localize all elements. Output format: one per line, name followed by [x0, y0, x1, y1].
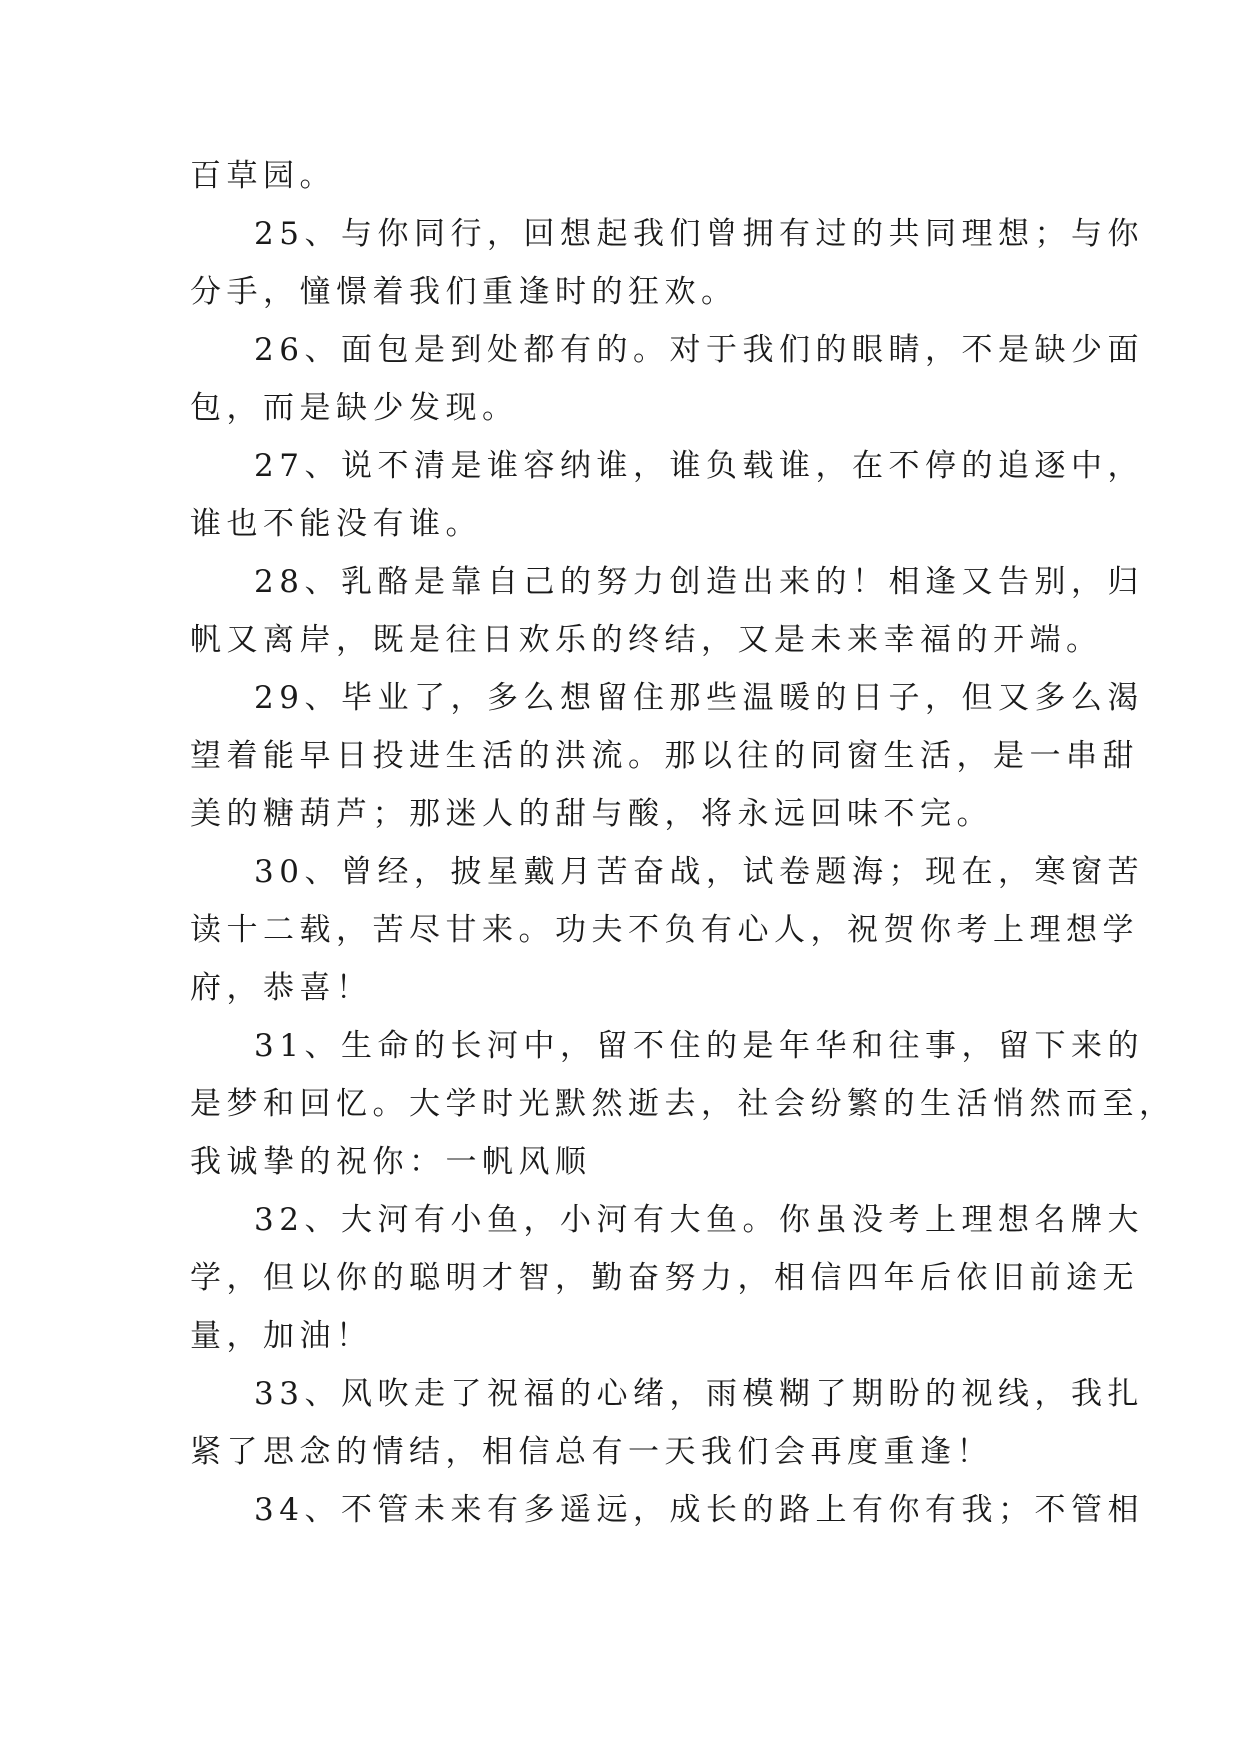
text-line: 量，加油！	[190, 1318, 373, 1354]
text-line: 是梦和回忆。大学时光默然逝去，社会纷繁的生活悄然而至，	[190, 1086, 1176, 1122]
text-line: 读十二载，苦尽甘来。功夫不负有心人，祝贺你考上理想学	[190, 912, 1139, 948]
paragraph-p-28	[190, 553, 1144, 669]
text-line: 33、风吹走了祝福的心绪，雨模糊了期盼的视线，我扎	[254, 1376, 1144, 1412]
paragraph-p-30	[190, 843, 1144, 1017]
paragraph-p-26	[190, 321, 1144, 437]
text-line: 府，恭喜！	[190, 970, 373, 1006]
text-line: 27、说不清是谁容纳谁，谁负载谁，在不停的追逐中，	[254, 448, 1144, 484]
paragraph-p-32	[190, 1191, 1144, 1365]
text-line: 我诚挚的祝你：一帆风顺	[190, 1144, 592, 1180]
text-line: 25、与你同行，回想起我们曾拥有过的共同理想；与你	[254, 216, 1144, 252]
paragraph-p-continuation	[190, 147, 1056, 205]
paragraph-p-27	[190, 437, 1144, 553]
text-line: 28、乳酪是靠自己的努力创造出来的！相逢又告别，归	[254, 564, 1144, 600]
text-line: 望着能早日投进生活的洪流。那以往的同窗生活，是一串甜	[190, 738, 1139, 774]
text-line: 美的糖葫芦；那迷人的甜与酸，将永远回味不完。	[190, 796, 993, 832]
document-body	[190, 147, 1176, 1539]
text-line: 26、面包是到处都有的。对于我们的眼睛，不是缺少面	[254, 332, 1144, 368]
text-line: 32、大河有小鱼，小河有大鱼。你虽没考上理想名牌大	[254, 1202, 1144, 1238]
text-line: 30、曾经，披星戴月苦奋战，试卷题海；现在，寒窗苦	[254, 854, 1144, 890]
text-line: 34、不管未来有多遥远，成长的路上有你有我；不管相	[254, 1492, 1144, 1528]
paragraph-p-34	[190, 1481, 1144, 1539]
text-line: 帆又离岸，既是往日欢乐的终结，又是未来幸福的开端。	[190, 622, 1103, 658]
text-line: 紧了思念的情结，相信总有一天我们会再度重逢！	[190, 1434, 993, 1470]
paragraph-p-29	[190, 669, 1144, 843]
text-line: 29、毕业了，多么想留住那些温暖的日子，但又多么渴	[254, 680, 1144, 716]
paragraph-p-31	[190, 1017, 1176, 1191]
text-line: 百草园。	[190, 158, 336, 194]
paragraph-p-25	[190, 205, 1144, 321]
text-line: 学，但以你的聪明才智，勤奋努力，相信四年后依旧前途无	[190, 1260, 1139, 1296]
text-line: 分手，憧憬着我们重逢时的狂欢。	[190, 274, 738, 310]
text-line: 31、生命的长河中，留不住的是年华和往事，留下来的	[254, 1028, 1144, 1064]
paragraph-p-33	[190, 1365, 1144, 1481]
text-line: 包，而是缺少发现。	[190, 390, 519, 426]
text-line: 谁也不能没有谁。	[190, 506, 482, 542]
